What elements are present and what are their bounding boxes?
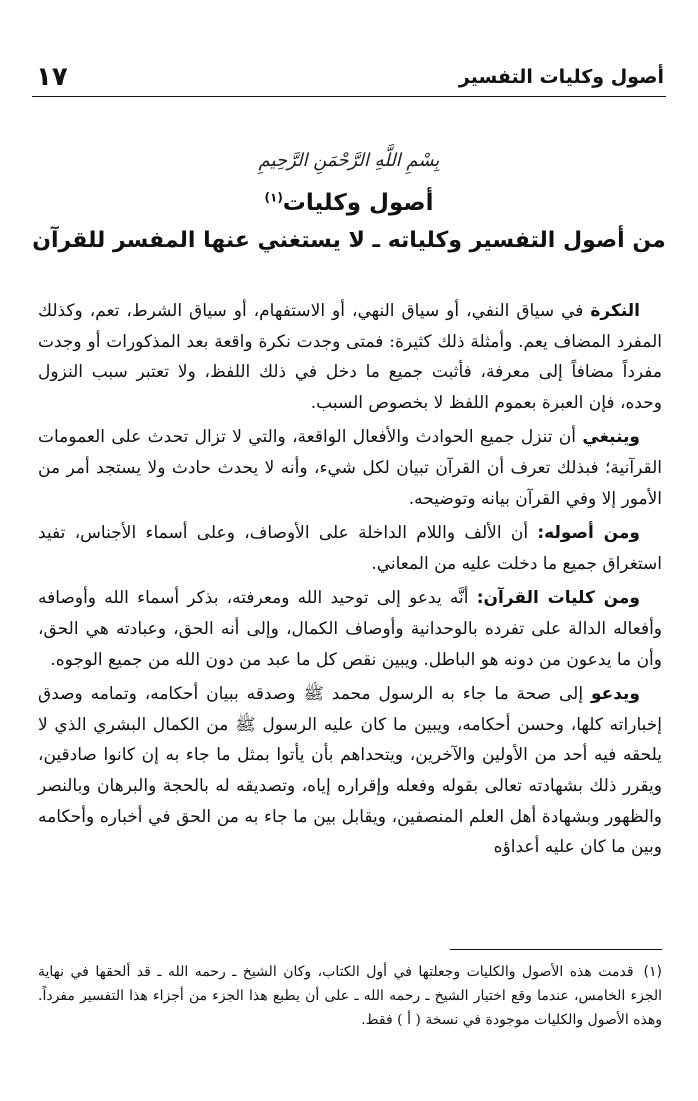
running-title: أصول وكليات التفسير [458,66,664,88]
section-subtitle: من أصول التفسير وكلياته ـ لا يستغني عنها المفسر للقرآن [32,228,666,253]
paragraph-lead: ومن أصوله: [537,523,640,544]
paragraph [38,422,662,514]
paragraph-lead: النكرة [590,301,640,321]
paragraph [38,518,662,579]
paragraph [38,296,662,418]
body-text [38,296,662,867]
paragraph-text: أنَّه يدعو إلى توحيد الله ومعرفته، بذكر أسماء الله وأوصافه وأفعاله الدالة على تفرده بالوحدانية وأوصاف الكمال، وإلى أنه الحق، وعبادته هي الحق، وأن ما يدعون من دونه هو الباطل. ويبين نقص كل ما عبد من دون الله من جميع الوجوه. [38,588,662,670]
footnote-marker: (١) [643,964,662,980]
paragraph-lead: ومن كليات القرآن: [476,588,640,609]
paragraph [38,679,662,863]
footnote-divider [450,949,662,950]
basmala: بِسْمِ اللَّهِ الرَّحْمَنِ الرَّحِيمِ [258,150,440,171]
paragraph-text: أن الألف واللام الداخلة على الأوصاف، وعلى أسماء الأجناس، تفيد استغراق جميع ما دخلت عليه من المعاني. [38,523,662,574]
paragraph-text: أن تنزل جميع الحوادث والأفعال الواقعة، والتي لا تزال تحدث على العمومات القرآنية؛ فبذلك تعرف أن القرآن تبيان لكل شيء، وأنه لا يحدث حادث ولا يستجد أمر من الأمور إلا وفي القرآن بيانه وتوضيحه. [38,427,662,509]
page-number: ١٧ [36,62,68,92]
section-title-text: أصول وكليات [282,190,434,216]
footnote [38,960,662,1032]
footnote-text: قدمت هذه الأصول والكليات وجعلتها في أول الكتاب، وكان الشيخ ـ رحمه الله ـ قد ألحقها في نهاية الجزء الخامس، عندما وقع اختيار الشيخ ـ رحمه الله ـ على أن يطبع هذا الجزء من أجزاء هذا التفسير مفرداً. وهذه الأصول والكليات موجودة في نسخة ( أ ) فقط. [38,964,662,1028]
paragraph-text: في سياق النفي، أو سياق النهي، أو الاستفهام، أو سياق الشرط، تعم، وكذلك المفرد المضاف يعم. وأمثلة ذلك كثيرة: فمتى وجدت نكرة واقعة بعد المذكورات أو وجدت مفرداً مضافاً إلى معرفة، فأثبت جميع ما دخل في ذلك اللفظ، ولا تعتبر سبب النزول وحده، فإن العبرة بعموم اللفظ لا بخصوص السبب. [38,301,662,413]
paragraph [38,583,662,675]
paragraph-text: إلى صحة ما جاء به الرسول محمد ﷺ وصدقه ببيان أحكامه، وتمامه وصدق إخباراته كلها، وحسن أحكامه، ويبين ما كان عليه الرسول ﷺ من الكمال البشري الذي لا يلحقه فيه أحد من الأولين والآخرين، ويتحداهم بأن يأتوا بمثل ما جاء به إن كانوا صادقين، ويقرر ذلك بشهادته تعالى بقوله وفعله وإقراره إياه، وتصديقه له بالحجة والبرهان وبالنصر والظهور وبشهادة أهل العلم المنصفين، ويقابل بين ما جاء به من الحق في أخباره وأحكامه وبين ما كان عليه أعداؤه [38,684,662,858]
page-header [32,62,666,97]
paragraph-lead: ويدعو [590,684,640,705]
title-footnote-ref: (١) [264,190,283,205]
paragraph-lead: وينبغي [582,427,640,448]
section-title [0,190,698,216]
